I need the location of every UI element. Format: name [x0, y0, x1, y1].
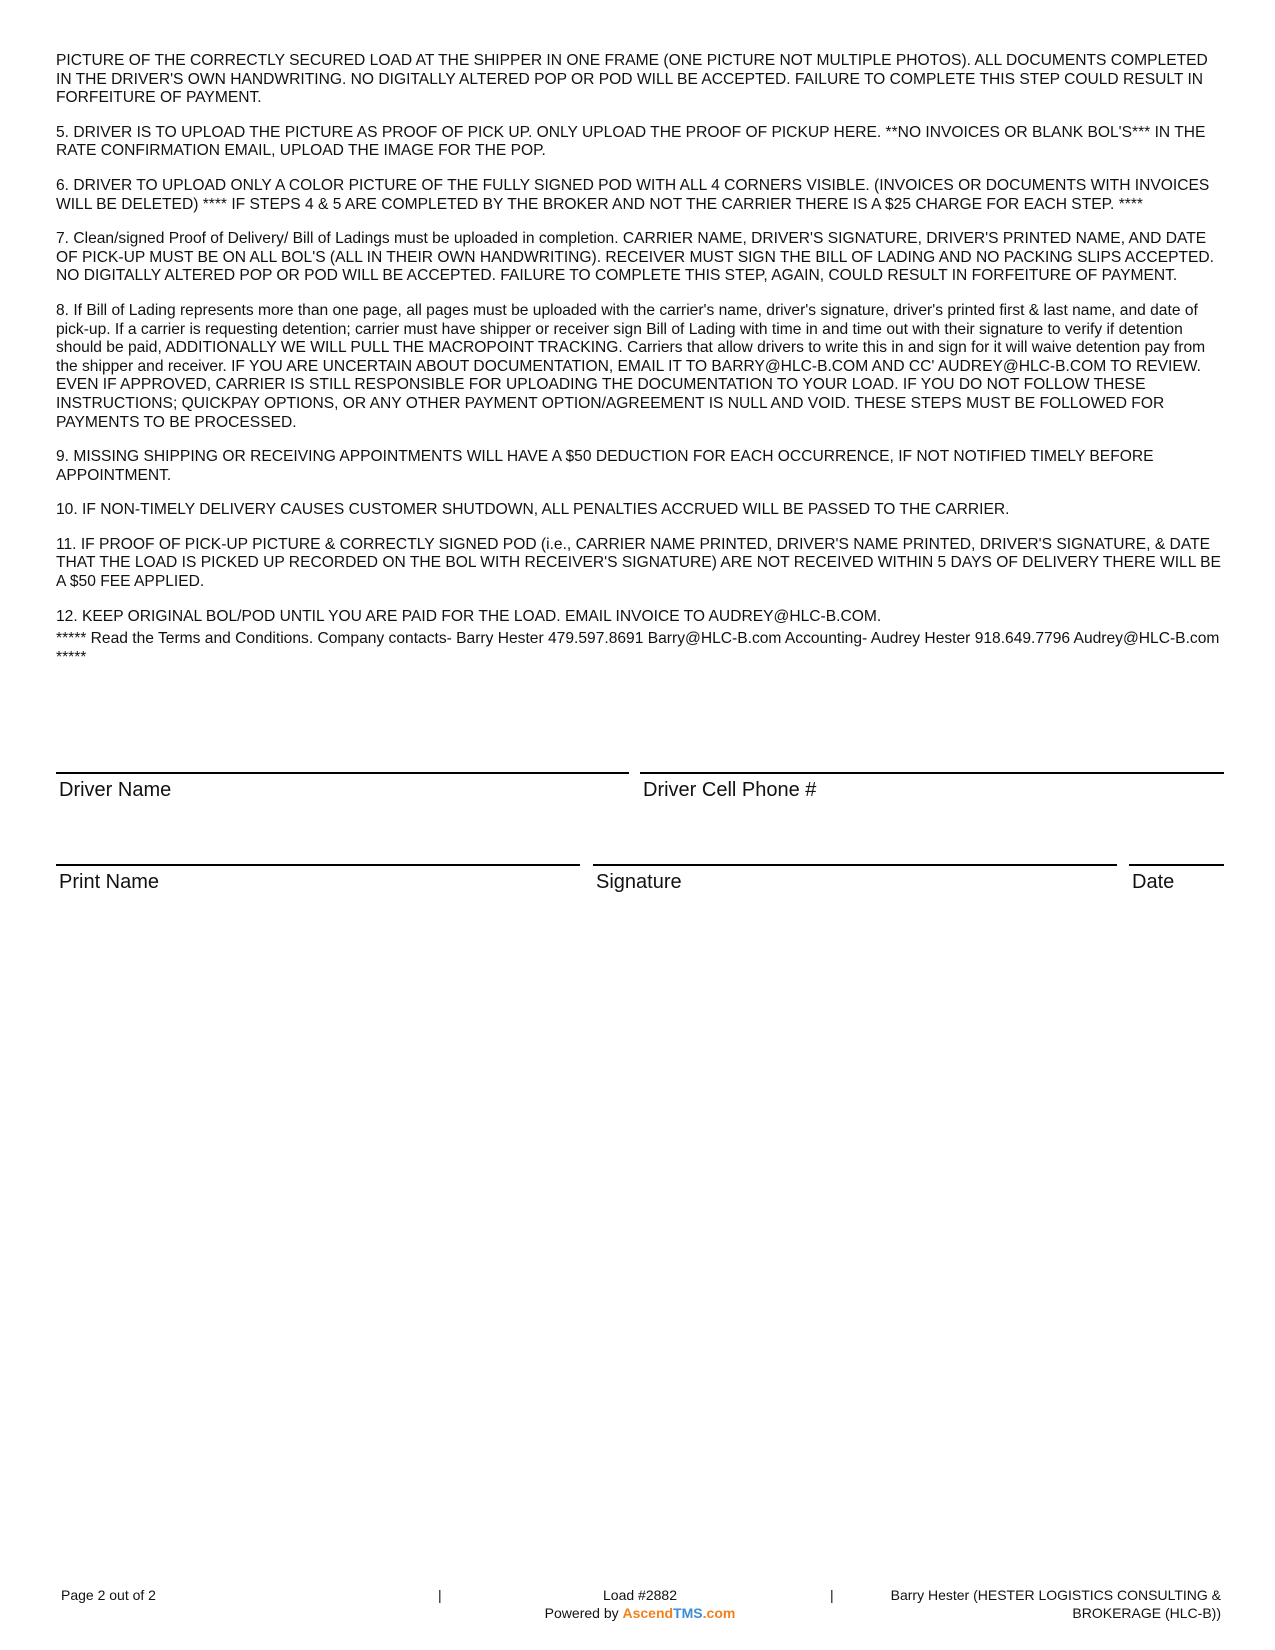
date-field[interactable] — [1129, 864, 1224, 894]
terms-paragraph-12: 12. KEEP ORIGINAL BOL/POD UNTIL YOU ARE PAID FOR THE LOAD. EMAIL INVOICE TO AUDREY@HLC-B.COM. — [56, 607, 882, 625]
driver-name-label: Driver Name — [59, 779, 172, 801]
terms-paragraph-7: 7. Clean/signed Proof of Delivery/ Bill of Ladings must be uploaded in completion. CARRIER NAME, DRIVER'S SIGNATURE, DRIVER'S PRINTED NAME, AND DATE OF PICK-UP MUST BE ON ALL BOL'S (ALL IN THEIR OWN HANDWRITING). RECEIVER MUST SIGN THE BILL OF LADING AND NO PACKING SLIPS ACCEPTED. NO DIGITALLY ALTERED POP OR POD WILL BE ACCEPTED. FAILURE TO COMPLETE THIS STEP, AGAIN, COULD RESULT IN FORFEITURE OF PAYMENT. — [56, 230, 1215, 285]
print-name-label: Print Name — [59, 871, 160, 893]
date-label: Date — [1132, 871, 1175, 893]
footer-separator-left: | — [438, 1587, 442, 1603]
terms-paragraph-6: 6. DRIVER TO UPLOAD ONLY A COLOR PICTURE OF THE FULLY SIGNED POD WITH ALL 4 CORNERS VISIBLE. (INVOICES OR DOCUMENTS WITH INVOICES WILL BE DELETED) **** IF STEPS 4 & 5 ARE COMPLETED BY THE BROKER AND NOT THE CARRIER THERE IS A $25 CHARGE FOR EACH STEP. **** — [56, 176, 1210, 213]
terms-paragraph-5: 5. DRIVER IS TO UPLOAD THE PICTURE AS PROOF OF PICK UP. ONLY UPLOAD THE PROOF OF PICKUP HERE. **NO INVOICES OR BLANK BOL'S*** IN THE RATE CONFIRMATION EMAIL, UPLOAD THE IMAGE FOR THE POP. — [56, 123, 1206, 160]
brand-tms: TMS — [673, 1605, 703, 1621]
powered-by-line — [520, 1604, 760, 1622]
footer-separator-right: | — [830, 1587, 834, 1603]
terms-paragraph-11: 11. IF PROOF OF PICK-UP PICTURE & CORRECTLY SIGNED POD (i.e., CARRIER NAME PRINTED, DRIVER'S NAME PRINTED, DRIVER'S SIGNATURE, & DATE THAT THE LOAD IS PICKED UP RECORDED ON THE BOL WITH RECEIVER'S SIGNATURE) ARE NOT RECEIVED WITHIN 5 DAYS OF DELIVERY THERE WILL BE A $50 FEE APPLIED. — [56, 535, 1221, 591]
footer-company — [861, 1586, 1221, 1622]
driver-phone-field[interactable] — [640, 772, 1224, 802]
terms-paragraph-9: 9. MISSING SHIPPING OR RECEIVING APPOINTMENTS WILL HAVE A $50 DEDUCTION FOR EACH OCCURRENCE, IF NOT NOTIFIED TIMELY BEFORE APPOINTMENT. — [56, 448, 1154, 484]
brand-ascend: Ascend — [622, 1605, 674, 1621]
signature-label: Signature — [596, 871, 682, 893]
signature-field[interactable] — [593, 864, 1117, 894]
driver-name-field[interactable] — [56, 772, 629, 802]
terms-paragraph-intro: PICTURE OF THE CORRECTLY SECURED LOAD AT THE SHIPPER IN ONE FRAME (ONE PICTURE NOT MULTIPLE PHOTOS). ALL DOCUMENTS COMPLETED IN THE DRIVER'S OWN HANDWRITING. NO DIGITALLY ALTERED POP OR POD WILL BE ACCEPTED. FAILURE TO COMPLETE THIS STEP COULD RESULT IN FORFEITURE OF PAYMENT. — [56, 52, 1208, 107]
driver-phone-label: Driver Cell Phone # — [643, 779, 817, 801]
page-number: Page 2 out of 2 — [61, 1587, 156, 1603]
terms-section — [56, 52, 1224, 667]
ascendtms-logo[interactable] — [623, 1605, 736, 1621]
footer-center — [520, 1586, 760, 1622]
terms-paragraph-8: 8. If Bill of Lading represents more than one page, all pages must be uploaded with the carrier's name, driver's signature, driver's printed first & last name, and date of pick-up. If a carrier is requesting detention; carrier must have shipper or receiver sign Bill of Lading with time in and time out with their signature to verify if detention should be paid, ADDITIONALLY WE WILL PULL THE MACROPOINT TRACKING. Carriers that allow drivers to write this in and sign for it will waive detention pay from the shipper and receiver. IF YOU ARE UNCERTAIN ABOUT DOCUMENTATION, EMAIL IT TO BARRY@HLC-B.COM AND CC' AUDREY@HLC-B.COM TO REVIEW. EVEN IF APPROVED, CARRIER IS STILL RESPONSIBLE FOR UPLOADING THE DOCUMENTATION TO YOUR LOAD. IF YOU DO NOT FOLLOW THESE INSTRUCTIONS; QUICKPAY OPTIONS, OR ANY OTHER PAYMENT OPTION/AGREEMENT IS NULL AND VOID. THESE STEPS MUST BE FOLLOWED FOR PAYMENTS TO BE PROCESSED. — [56, 301, 1206, 431]
company-contacts: ***** Read the Terms and Conditions. Company contacts- Barry Hester 479.597.8691 Barry@HLC-B.com Accounting- Audrey Hester 918.649.7796 Audrey@HLC-B.com ***** — [56, 630, 1220, 666]
page-footer — [0, 1586, 1275, 1630]
company-line-1: Barry Hester (HESTER LOGISTICS CONSULTING & — [890, 1587, 1221, 1603]
brand-com: .com — [702, 1605, 736, 1621]
load-number: Load #2882 — [603, 1587, 677, 1603]
terms-paragraph-10: 10. IF NON-TIMELY DELIVERY CAUSES CUSTOMER SHUTDOWN, ALL PENALTIES ACCRUED WILL BE PASSED TO THE CARRIER. — [56, 501, 1010, 519]
print-name-field[interactable] — [56, 864, 580, 894]
company-line-2: BROKERAGE (HLC-B)) — [1072, 1605, 1221, 1621]
powered-by-text: Powered by — [544, 1605, 619, 1621]
